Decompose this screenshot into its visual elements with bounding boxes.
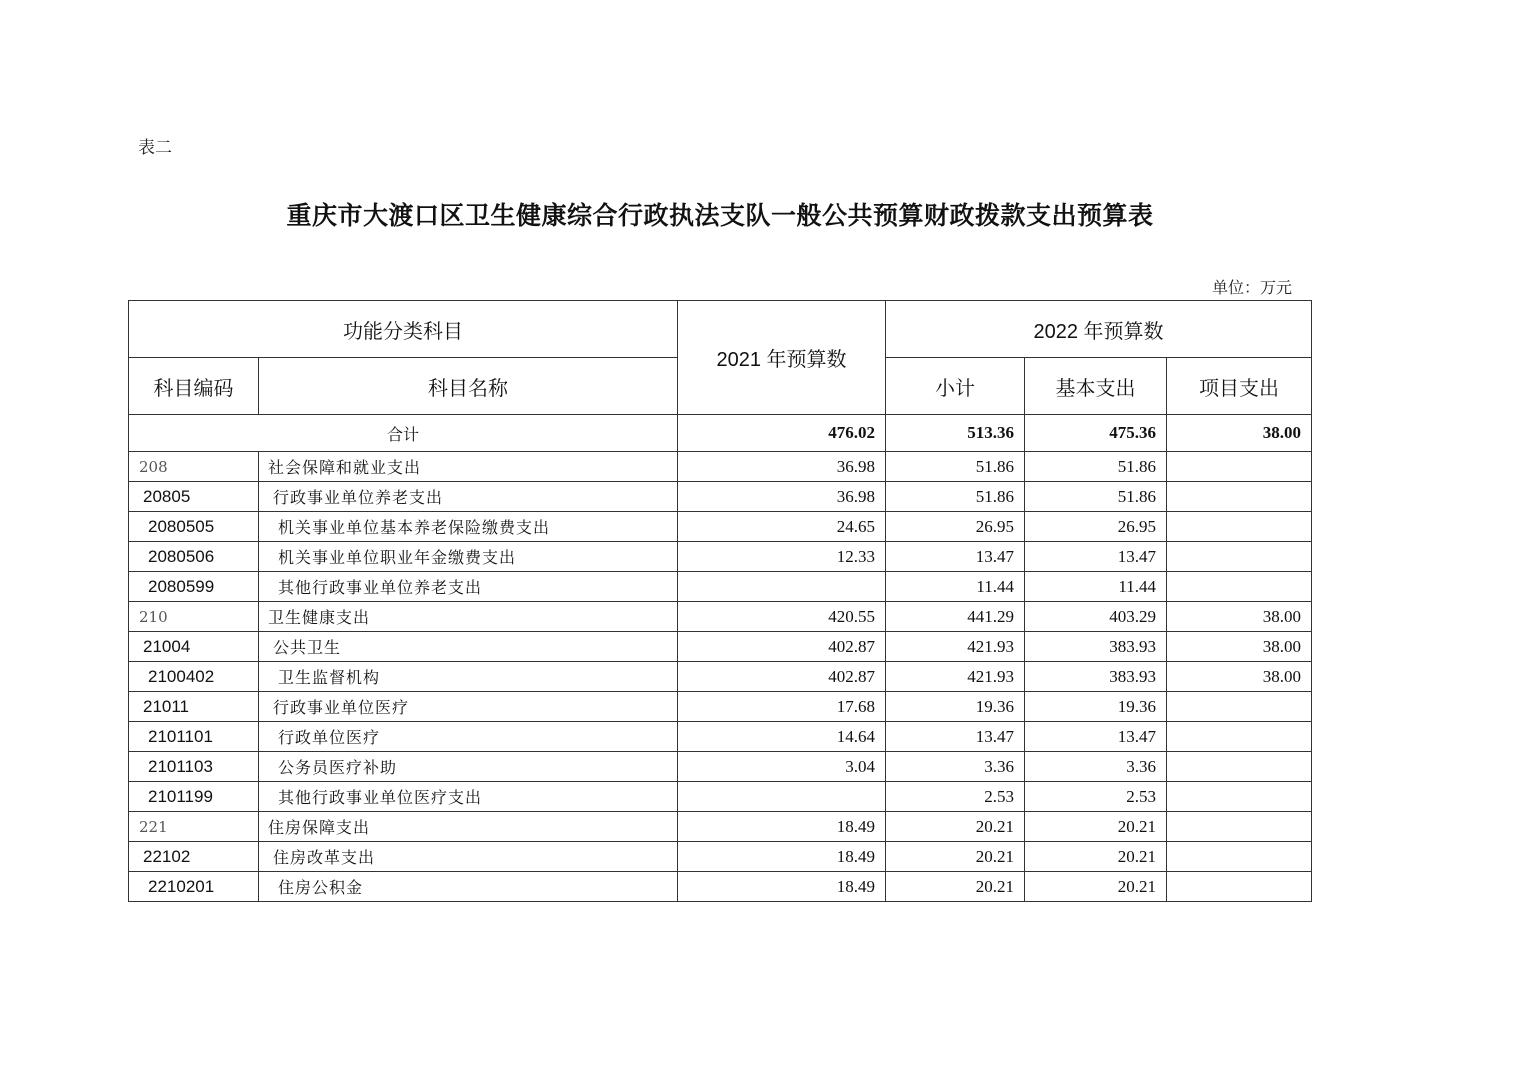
table-row	[129, 812, 1312, 842]
budget-2021-value: 3.04	[678, 752, 886, 782]
project-value	[1167, 452, 1312, 482]
budget-2021-value	[678, 572, 886, 602]
table-row	[129, 482, 1312, 512]
subject-name: 卫生健康支出	[259, 602, 678, 632]
budget-2021-value: 18.49	[678, 872, 886, 902]
budget-2022-header: 2022 年预算数	[886, 301, 1312, 358]
project-value	[1167, 842, 1312, 872]
subject-code: 208	[129, 452, 259, 482]
project-value	[1167, 812, 1312, 842]
budget-2021-value: 36.98	[678, 452, 886, 482]
subtotal-value: 13.47	[886, 542, 1025, 572]
basic-value: 2.53	[1025, 782, 1167, 812]
budget-2021-header: 2021 年预算数	[678, 301, 886, 415]
subject-code: 2101199	[129, 782, 259, 812]
total-2021: 476.02	[678, 415, 886, 452]
total-project: 38.00	[1167, 415, 1312, 452]
project-value	[1167, 752, 1312, 782]
table-row	[129, 632, 1312, 662]
document-title: 重庆市大渡口区卫生健康综合行政执法支队一般公共预算财政拨款支出预算表	[286, 201, 1154, 230]
table-row	[129, 842, 1312, 872]
name-header: 科目名称	[259, 358, 678, 415]
project-value	[1167, 722, 1312, 752]
subject-code: 2100402	[129, 662, 259, 692]
basic-value: 383.93	[1025, 662, 1167, 692]
subtotal-value: 20.21	[886, 842, 1025, 872]
subtotal-value: 51.86	[886, 452, 1025, 482]
subject-code: 20805	[129, 482, 259, 512]
budget-2021-value: 420.55	[678, 602, 886, 632]
basic-value: 11.44	[1025, 572, 1167, 602]
subject-code: 210	[129, 602, 259, 632]
project-value: 38.00	[1167, 632, 1312, 662]
subject-code: 221	[129, 812, 259, 842]
basic-value: 26.95	[1025, 512, 1167, 542]
basic-value: 13.47	[1025, 542, 1167, 572]
basic-header: 基本支出	[1025, 358, 1167, 415]
functional-category-header: 功能分类科目	[129, 301, 678, 358]
budget-2021-value: 12.33	[678, 542, 886, 572]
subtotal-value: 20.21	[886, 812, 1025, 842]
unit-label: 单位：万元	[1212, 278, 1293, 297]
budget-2021-value: 36.98	[678, 482, 886, 512]
table-row	[129, 572, 1312, 602]
subject-name: 卫生监督机构	[259, 662, 678, 692]
basic-value: 20.21	[1025, 812, 1167, 842]
page-label: 表二	[138, 138, 172, 158]
project-value	[1167, 872, 1312, 902]
subtotal-value: 421.93	[886, 632, 1025, 662]
subject-name: 公共卫生	[259, 632, 678, 662]
subtotal-value: 19.36	[886, 692, 1025, 722]
budget-2021-value: 14.64	[678, 722, 886, 752]
basic-value: 19.36	[1025, 692, 1167, 722]
subtotal-value: 441.29	[886, 602, 1025, 632]
subject-name: 行政事业单位养老支出	[259, 482, 678, 512]
subject-name: 住房改革支出	[259, 842, 678, 872]
basic-value: 403.29	[1025, 602, 1167, 632]
subtotal-value: 20.21	[886, 872, 1025, 902]
budget-2021-value: 402.87	[678, 632, 886, 662]
budget-2021-value: 24.65	[678, 512, 886, 542]
table-row	[129, 872, 1312, 902]
subject-name: 公务员医疗补助	[259, 752, 678, 782]
subject-name: 机关事业单位职业年金缴费支出	[259, 542, 678, 572]
subject-code: 2080506	[129, 542, 259, 572]
table-row	[129, 542, 1312, 572]
table-row	[129, 512, 1312, 542]
project-value	[1167, 512, 1312, 542]
budget-2021-value	[678, 782, 886, 812]
header-row-1	[129, 301, 1312, 358]
table-row	[129, 602, 1312, 632]
basic-value: 383.93	[1025, 632, 1167, 662]
total-basic: 475.36	[1025, 415, 1167, 452]
subtotal-value: 51.86	[886, 482, 1025, 512]
project-value	[1167, 572, 1312, 602]
subject-code: 2101101	[129, 722, 259, 752]
budget-table	[128, 300, 1312, 902]
subject-code: 2210201	[129, 872, 259, 902]
code-header: 科目编码	[129, 358, 259, 415]
project-value: 38.00	[1167, 602, 1312, 632]
table-row	[129, 722, 1312, 752]
budget-2021-value: 402.87	[678, 662, 886, 692]
project-value: 38.00	[1167, 662, 1312, 692]
table-row	[129, 662, 1312, 692]
subject-name: 住房公积金	[259, 872, 678, 902]
basic-value: 51.86	[1025, 452, 1167, 482]
total-label: 合计	[129, 415, 678, 452]
basic-value: 3.36	[1025, 752, 1167, 782]
subtotal-value: 26.95	[886, 512, 1025, 542]
project-value	[1167, 482, 1312, 512]
table-row	[129, 752, 1312, 782]
project-value	[1167, 782, 1312, 812]
subject-name: 行政单位医疗	[259, 722, 678, 752]
table-row	[129, 782, 1312, 812]
basic-value: 51.86	[1025, 482, 1167, 512]
subject-name: 其他行政事业单位养老支出	[259, 572, 678, 602]
budget-2021-value: 18.49	[678, 812, 886, 842]
subject-name: 机关事业单位基本养老保险缴费支出	[259, 512, 678, 542]
subject-code: 2080599	[129, 572, 259, 602]
subject-name: 住房保障支出	[259, 812, 678, 842]
subject-code: 21011	[129, 692, 259, 722]
subtotal-value: 3.36	[886, 752, 1025, 782]
subject-code: 21004	[129, 632, 259, 662]
subtotal-value: 13.47	[886, 722, 1025, 752]
project-value	[1167, 692, 1312, 722]
subject-code: 2080505	[129, 512, 259, 542]
budget-2021-value: 17.68	[678, 692, 886, 722]
subject-name: 行政事业单位医疗	[259, 692, 678, 722]
total-subtotal: 513.36	[886, 415, 1025, 452]
budget-2021-value: 18.49	[678, 842, 886, 872]
subtotal-value: 11.44	[886, 572, 1025, 602]
subject-name: 社会保障和就业支出	[259, 452, 678, 482]
table-row	[129, 452, 1312, 482]
subtotal-value: 421.93	[886, 662, 1025, 692]
subtotal-header: 小计	[886, 358, 1025, 415]
project-header: 项目支出	[1167, 358, 1312, 415]
total-row	[129, 415, 1312, 452]
project-value	[1167, 542, 1312, 572]
subtotal-value: 2.53	[886, 782, 1025, 812]
subject-code: 2101103	[129, 752, 259, 782]
table-row	[129, 692, 1312, 722]
subject-code: 22102	[129, 842, 259, 872]
basic-value: 20.21	[1025, 872, 1167, 902]
basic-value: 13.47	[1025, 722, 1167, 752]
basic-value: 20.21	[1025, 842, 1167, 872]
subject-name: 其他行政事业单位医疗支出	[259, 782, 678, 812]
